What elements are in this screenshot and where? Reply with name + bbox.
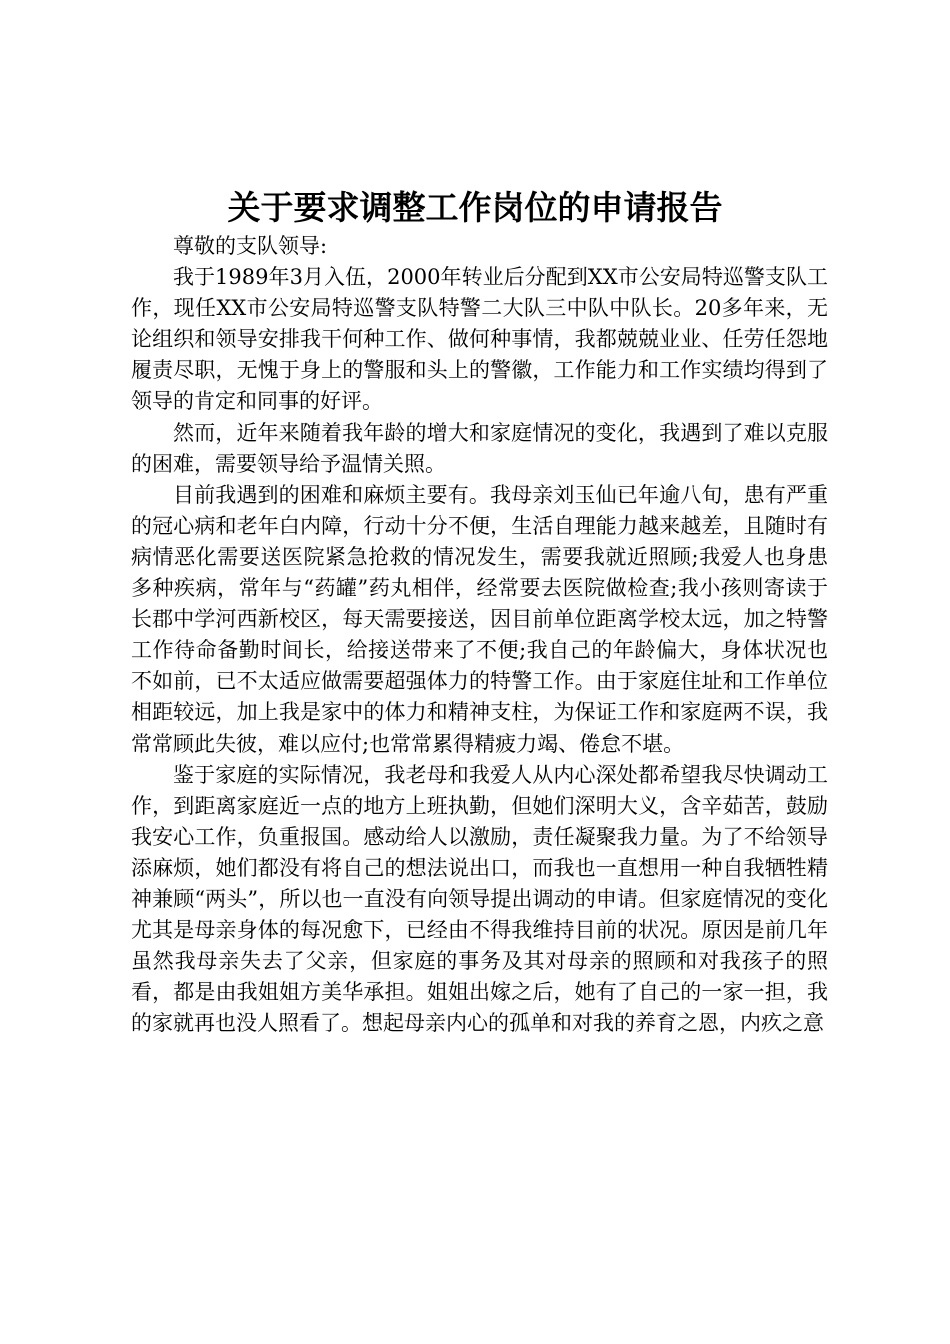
paragraph-3: 目前我遇到的困难和麻烦主要有。我母亲刘玉仙已年逾八旬，患有严重的冠心病和老年白内障，行动十分不便，生活自理能力越来越差，且随时有病情恶化需要送医院紧急抢救的情况发生，需要我就近照顾;我爱人也身患多种疾病，常年与“药罐”药丸相伴，经常要去医院做检查;我小孩则寄读于长郡中学河西新校区，每天需要接送，因目前单位距离学校太远，加之特警工作待命备勤时间长，给接送带来了不便;我自己的年龄偏大，身体状况也不如前，已不太适应做需要超强体力的特警工作。由于家庭住址和工作单位相距较远，加上我是家中的体力和精神支柱，为保证工作和家庭两不误，我常常顾此失彼，难以应付;也常常累得精疲力竭、倦怠不堪。 (131, 482, 828, 756)
salutation: 尊敬的支队领导: (173, 234, 328, 258)
paragraph-2: 然而，近年来随着我年龄的增大和家庭情况的变化，我遇到了难以克服的困难，需要领导给予温情关照。 (131, 420, 828, 476)
paragraph-4: 鉴于家庭的实际情况，我老母和我爱人从内心深处都希望我尽快调动工作，到距离家庭近一点的地方上班执勤，但她们深明大义，含辛茹苦，鼓励我安心工作，负重报国。感动给人以激励，责任凝聚我力量。为了不给领导添麻烦，她们都没有将自己的想法说出口，而我也一直想用一种自我牺牲精神兼顾“两头”，所以也一直没有向领导提出调动的申请。但家庭情况的变化尤其是母亲身体的每况愈下，已经由不得我维持目前的状况。原因是前几年虽然我母亲失去了父亲，但家庭的事务及其对母亲的照顾和对我孩子的照看，都是由我姐姐方美华承担。姐姐出嫁之后，她有了自己的一家一担，我的家就再也没人照看了。想起母亲内心的孤单和对我的养育之恩，内疚之意 (131, 762, 828, 1036)
document-title: 关于要求调整工作岗位的申请报告 (227, 188, 723, 227)
paragraph-1: 我于1989年3月入伍，2000年转业后分配到XX市公安局特巡警支队工作，现任XX市公安局特巡警支队特警二大队三中队中队长。20多年来，无论组织和领导安排我干何种工作、做何种事情，我都兢兢业业、任劳任怨地履责尽职，无愧于身上的警服和头上的警徽，工作能力和工作实绩均得到了领导的肯定和同事的好评。 (131, 265, 828, 414)
document-body (131, 231, 828, 1039)
